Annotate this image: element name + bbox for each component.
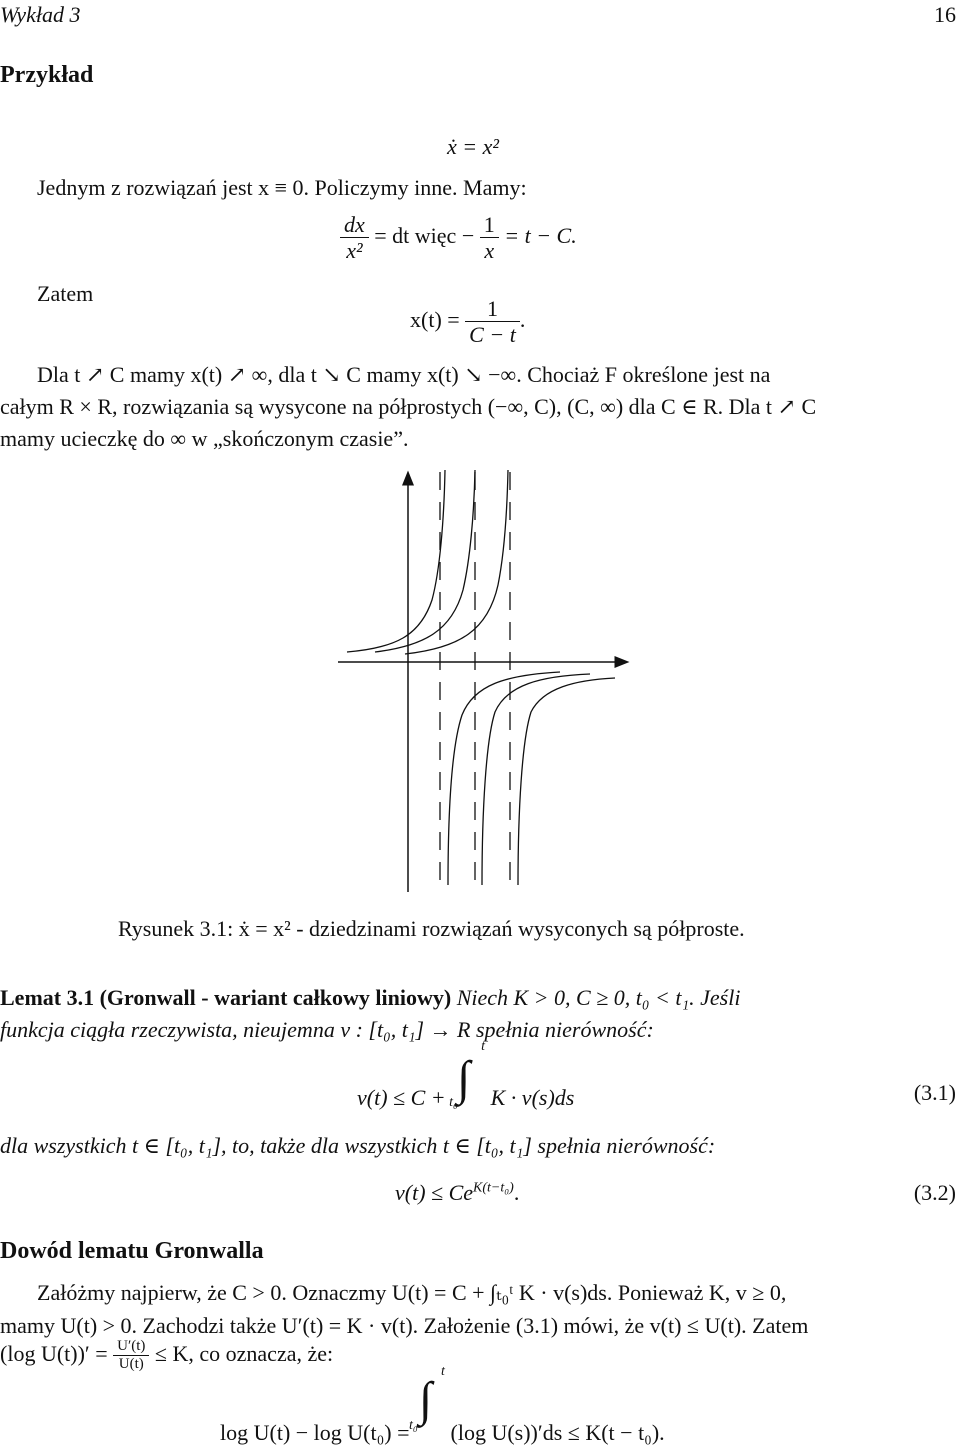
minus-sign: − [461,222,475,248]
eq-end: . [513,1180,520,1205]
proof-title: Dowód lematu Gronwalla [0,1238,264,1264]
solution-curves-figure [330,465,630,895]
fraction-denominator: x [484,238,495,264]
eq-lhs: v(t) ≤ C + [357,1085,446,1110]
paragraph-line: Dla t ↗ C mamy x(t) ↗ ∞, dla t ↘ C mamy x(t) ↘ −∞. Chociaż F określone jest na [37,362,771,387]
lemma-title: Lemat 3.1 (Gronwall - wariant całkowy liniowy) [0,985,452,1010]
solution-curve [482,674,590,885]
final-lhs: log U(t) − log U(t₀) = [220,1420,410,1445]
solution-curve [375,470,475,652]
integral-upper: t [441,1364,445,1379]
lemma-line: dla wszystkich t ∈ [t₀, t₁], to, także dla wszystkich t ∈ [t₀, t₁] spełnia nierówność: [0,1133,716,1158]
proof-line: Załóżmy najpierw, że C > 0. Oznaczmy U(t) = C + ∫ₜ₀ᵗ K · v(s)ds. Ponieważ K, v ≥ 0, [37,1280,787,1305]
equation-tag: (3.2) [913,1180,956,1205]
paragraph-line: całym R × R, rozwiązania są wysycone na półprostych (−∞, C), (C, ∞) dla C ∈ R. Dla t ↗ C [0,394,817,419]
fraction-numerator: 1 [480,212,499,238]
final-equation [220,1364,665,1446]
integral-lower: t₀ [409,1418,418,1433]
solution-curve [518,678,615,885]
paragraph-line: mamy ucieczkę do ∞ w „skończonym czasie”. [0,426,409,451]
lemma-text: Niech K > 0, C ≥ 0, t₀ < t₁. Jeśli [456,985,741,1010]
integral-lower: t₀ [449,1095,458,1110]
solution-lhs: x(t) = [410,306,460,332]
fraction-numerator: dx [340,212,369,238]
fraction-denominator: U(t) [118,1356,144,1373]
equation-3-2 [395,1180,519,1206]
asymptotes [440,472,510,885]
equation-tag: (3.1) [913,1080,956,1105]
proof-line [0,1338,333,1374]
running-header: Wykład 3 [0,2,81,27]
lemma-line: funkcja ciągła rzeczywista, nieujemna v : [t₀, t₁] → R spełnia nierówność: [0,1017,654,1042]
final-rhs: (log U(s))′ds ≤ K(t − t₀). [450,1420,665,1445]
fraction-numerator: 1 [465,296,520,322]
ode-equation: ẋ = x² [447,134,499,159]
proof-line: mamy U(t) > 0. Zachodzi także U′(t) = K · v(t). Założenie (3.1) mówi, że v(t) ≤ U(t). Zatem [0,1313,809,1338]
eq-lhs: v(t) ≤ Ce [395,1180,474,1205]
fraction-denominator: C − t [469,322,516,348]
figure-caption: Rysunek 3.1: ẋ = x² - dziedzinami rozwiązań wysyconych są półproste. [118,916,745,941]
integral-sign: ∫ t t₀ [449,1039,486,1110]
fraction-denominator: x² [346,238,363,264]
integrand: K · v(s)ds [490,1085,575,1110]
solution-branches-lower [448,672,615,885]
equation-middle: = dt więc [374,222,457,248]
solution-branches-upper [347,470,508,654]
exponent: K(t−t₀) [473,1180,514,1196]
proof-rest: ≤ K, co oznacza, że: [154,1340,334,1366]
section-title: Przykład [0,62,94,88]
paragraph-line: Jednym z rozwiązań jest x ≡ 0. Policzymy inne. Mamy: [37,175,527,200]
fraction-numerator: U′(t) [113,1338,149,1356]
lemma-line [0,985,740,1011]
integral-sign: ∫ t t₀ [409,1364,445,1433]
solution-curve [405,470,508,654]
zatem-label: Zatem [37,281,94,306]
proof-lhs: (log U(t))′ = [0,1340,108,1366]
equation-rhs: = t − C. [504,222,577,248]
solution-curve [347,470,445,652]
solution-curve [448,672,560,885]
page-number: 16 [934,2,956,27]
integral-upper: t [481,1039,486,1054]
separation-equation [340,212,577,264]
solution-end: . [519,306,526,332]
solution-equation [410,296,525,348]
equation-3-1 [357,1039,575,1111]
